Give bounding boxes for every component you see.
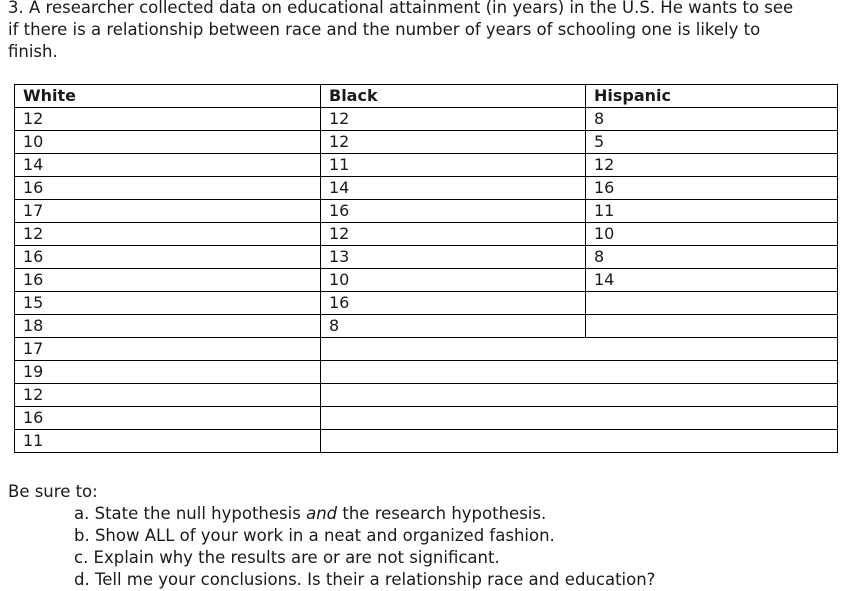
instruction-a-pre: a. State the null hypothesis: [74, 504, 307, 523]
instruction-c: c. Explain why the results are or are not significant.: [74, 548, 500, 567]
white-cell: 12: [15, 108, 321, 131]
empty-cell: [586, 338, 838, 361]
instructions-list: [74, 503, 655, 591]
header-hispanic: Hispanic: [586, 85, 838, 108]
table-row: [15, 108, 838, 131]
hispanic-cell: 14: [586, 269, 838, 292]
header-black: Black: [321, 85, 586, 108]
table-header-row: [15, 85, 838, 108]
empty-cell: [586, 407, 838, 430]
table-row: [15, 154, 838, 177]
hispanic-cell: 8: [586, 108, 838, 131]
black-cell: 12: [321, 223, 586, 246]
header-white: White: [15, 85, 321, 108]
black-cell: 12: [321, 131, 586, 154]
table-row: [15, 430, 838, 453]
black-cell: 11: [321, 154, 586, 177]
empty-cell: [321, 384, 586, 407]
table-row: [15, 361, 838, 384]
table-row: [15, 315, 838, 338]
empty-cell: [321, 338, 586, 361]
table-row: [15, 407, 838, 430]
black-cell: 13: [321, 246, 586, 269]
empty-cell: [586, 315, 838, 338]
hispanic-cell: 11: [586, 200, 838, 223]
white-cell: 16: [15, 407, 321, 430]
table-row: [15, 177, 838, 200]
empty-cell: [586, 292, 838, 315]
white-cell: 14: [15, 154, 321, 177]
instructions-heading: Be sure to:: [8, 482, 98, 501]
white-cell: 12: [15, 223, 321, 246]
instruction-a: [74, 503, 655, 525]
white-cell: 11: [15, 430, 321, 453]
black-cell: 16: [321, 200, 586, 223]
table-row: [15, 246, 838, 269]
hispanic-cell: 8: [586, 246, 838, 269]
black-cell: 14: [321, 177, 586, 200]
attainment-table: [14, 84, 838, 453]
black-cell: 10: [321, 269, 586, 292]
white-cell: 17: [15, 200, 321, 223]
empty-cell: [321, 407, 586, 430]
table-row: [15, 200, 838, 223]
white-cell: 17: [15, 338, 321, 361]
white-cell: 16: [15, 246, 321, 269]
black-cell: 8: [321, 315, 586, 338]
empty-cell: [586, 430, 838, 453]
table-row: [15, 269, 838, 292]
table-row: [15, 384, 838, 407]
table-row: [15, 223, 838, 246]
hispanic-cell: 5: [586, 131, 838, 154]
white-cell: 10: [15, 131, 321, 154]
table-row: [15, 131, 838, 154]
table-body: [15, 108, 838, 453]
table-row: [15, 338, 838, 361]
empty-cell: [321, 361, 586, 384]
white-cell: 16: [15, 269, 321, 292]
white-cell: 19: [15, 361, 321, 384]
white-cell: 15: [15, 292, 321, 315]
black-cell: 12: [321, 108, 586, 131]
black-cell: 16: [321, 292, 586, 315]
instruction-d: d. Tell me your conclusions. Is their a relationship race and education?: [74, 570, 656, 589]
white-cell: 12: [15, 384, 321, 407]
hispanic-cell: 10: [586, 223, 838, 246]
empty-cell: [586, 361, 838, 384]
hispanic-cell: 12: [586, 154, 838, 177]
hispanic-cell: 16: [586, 177, 838, 200]
instruction-b: b. Show ALL of your work in a neat and organized fashion.: [74, 526, 555, 545]
question-text: 3. A researcher collected data on educational attainment (in years) in the U.S. He wants to see if there is a relationship between race and the number of years of schooling one is likely to finish.: [8, 0, 794, 61]
empty-cell: [586, 384, 838, 407]
instruction-a-post: the research hypothesis.: [337, 504, 547, 523]
instruction-a-emphasis: and: [306, 504, 338, 523]
white-cell: 16: [15, 177, 321, 200]
table-row: [15, 292, 838, 315]
empty-cell: [321, 430, 586, 453]
white-cell: 18: [15, 315, 321, 338]
